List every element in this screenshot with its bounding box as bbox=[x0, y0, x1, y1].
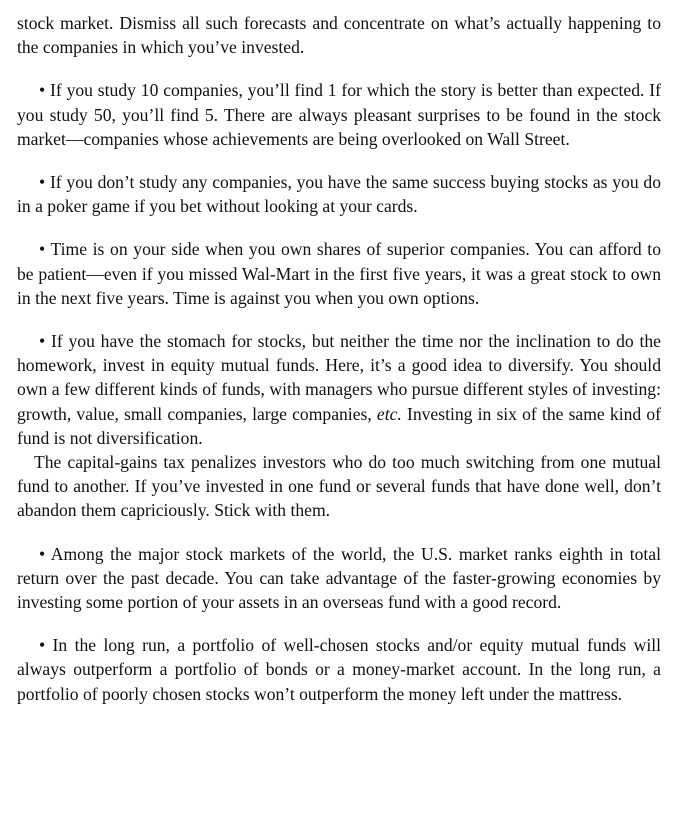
bullet-paragraph-4 bbox=[17, 329, 661, 450]
intro-paragraph: stock market. Dismiss all such forecasts and concentrate on what’s actually happening to the companies in which you’ve invested. bbox=[17, 13, 661, 58]
bullet-marker: • bbox=[39, 543, 46, 564]
document-page bbox=[17, 11, 661, 706]
bullet-marker: • bbox=[39, 80, 46, 101]
bullet-text: Among the major stock markets of the world, the U.S. market ranks eighth in total return over the past decade. You can take advantage of the faster-growing economies by investing some portion of your assets in an overseas fund with a good record. bbox=[17, 543, 661, 613]
bullet-marker: • bbox=[39, 239, 46, 260]
bullet-paragraph-2 bbox=[17, 170, 661, 218]
bullet-marker: • bbox=[39, 635, 46, 656]
bullet-text: Time is on your side when you own shares of superior companies. You can afford to be patient—even if you missed Wal-Mart in the first five years, it was a great stock to own in the next five years. Time is against you when you own options. bbox=[17, 239, 661, 308]
bullet-paragraph-1 bbox=[17, 78, 661, 151]
italic-etc: etc. bbox=[376, 403, 402, 424]
bullet-text: If you don’t study any companies, you have the same success buying stocks as you do in a poker game if you bet without looking at your cards. bbox=[17, 172, 661, 217]
continuation-paragraph: The capital-gains tax penalizes investors who do too much switching from one mutual fund to another. If you’ve invested in one fund or several funds that have done well, don’t abandon them capriciously. Stick with them. bbox=[17, 452, 661, 521]
bullet-paragraph-5 bbox=[17, 542, 661, 615]
bullet-marker: • bbox=[39, 331, 46, 352]
bullet-text: In the long run, a portfolio of well-chosen stocks and/or equity mutual funds will always outperform a portfolio of bonds or a money-market account. In the long run, a portfolio of poorly chosen stocks won’t outperform the money left under the mattress. bbox=[17, 635, 661, 704]
bullet-paragraph-3 bbox=[17, 237, 661, 310]
bullet-paragraph-6 bbox=[17, 633, 661, 706]
bullet-text-continued: Investing in six of the same kind of fund is not diversification. bbox=[17, 403, 661, 448]
bullet-marker: • bbox=[39, 172, 46, 193]
bullet-text: If you study 10 companies, you’ll find 1 for which the story is better than expected. If you study 50, you’ll find 5. There are always pleasant surprises to be found in the stock market—companies whose achievements are being overlooked on Wall Street. bbox=[17, 80, 661, 149]
bullet-text: If you have the stomach for stocks, but neither the time nor the inclination to do the homework, invest in equity mutual funds. Here, it’s a good idea to diversify. You should own a few different kinds of funds, with managers who pursue different styles of investing: growth, value, small companies, large companies, bbox=[17, 331, 661, 424]
